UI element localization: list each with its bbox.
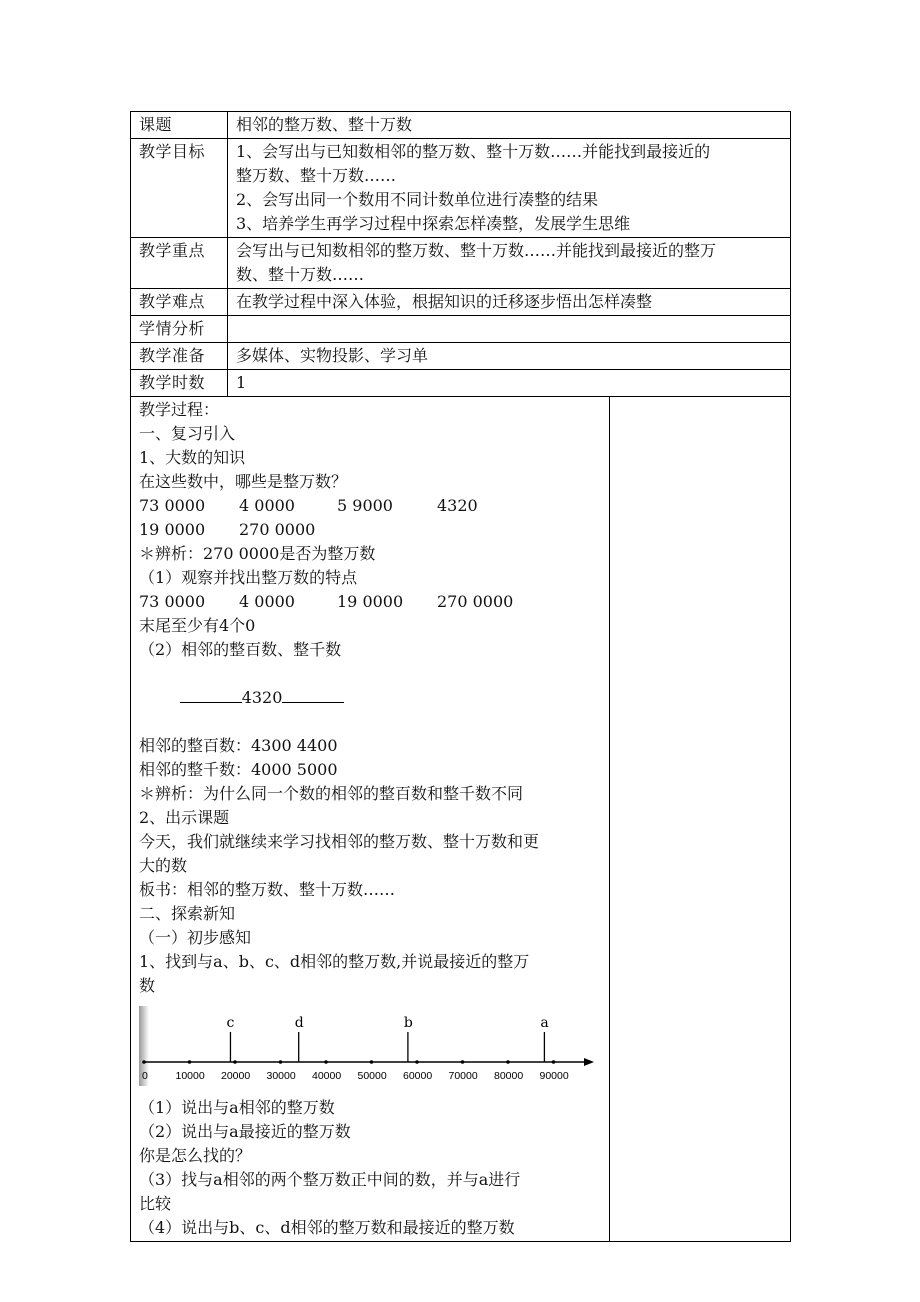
row-value bbox=[228, 238, 791, 289]
number-item: 19 0000 bbox=[139, 520, 206, 539]
analysis-2: ＊辨析：为什么同一个数的相邻的整百数和整千数不同 bbox=[139, 784, 524, 803]
blank-left bbox=[180, 688, 242, 703]
row-label: 教学难点 bbox=[131, 289, 228, 316]
today-line-1: 今天，我们就继续来学习找相邻的整万数、整十万数和更 bbox=[139, 832, 540, 851]
tick-label: 50000 bbox=[357, 1070, 387, 1082]
tick-label: 0 bbox=[142, 1070, 148, 1082]
question-1: （1）说出与a相邻的整万数 bbox=[139, 1098, 335, 1117]
axis-arrow bbox=[584, 1058, 594, 1066]
analysis-1: ＊辨析：270 0000是否为整万数 bbox=[139, 544, 376, 563]
number-line-svg bbox=[139, 1006, 599, 1090]
row-value bbox=[228, 316, 791, 343]
row-value-line: 2、会写出同一个数用不同计数单位进行凑整的结果 bbox=[236, 190, 599, 209]
number-item: 270 0000 bbox=[437, 592, 514, 611]
row-value-line bbox=[236, 317, 783, 341]
row-value bbox=[228, 289, 791, 316]
section-explore-heading: 二、探索新知 bbox=[139, 904, 236, 923]
task-line-1: 1、找到与a、b、c、d相邻的整万数,并说最接近的整万 bbox=[139, 952, 530, 971]
review-question: 在这些数中，哪些是整万数？ bbox=[139, 472, 348, 491]
row-value bbox=[228, 343, 791, 370]
question-3-line-1: （3）找与a相邻的两个整万数正中间的数，并与a进行 bbox=[139, 1170, 521, 1189]
task-line-2: 数 bbox=[139, 976, 156, 995]
info-row bbox=[131, 316, 791, 343]
number-item: 73 0000 bbox=[139, 592, 206, 611]
today-line-2: 大的数 bbox=[139, 856, 188, 875]
point-label: c bbox=[226, 1015, 235, 1031]
tick-label: 20000 bbox=[221, 1070, 251, 1082]
number-item: 4 0000 bbox=[239, 496, 295, 515]
question-2: （2）说出与a最接近的整万数 bbox=[139, 1122, 351, 1141]
tick-label: 40000 bbox=[312, 1070, 342, 1082]
row-value-line: 1、会写出与已知数相邻的整万数、整十万数……并能找到最接近的 bbox=[236, 142, 711, 161]
observe-step: （1）观察并找出整万数的特点 bbox=[139, 568, 358, 587]
tick-dot bbox=[188, 1060, 192, 1064]
tick-label: 30000 bbox=[266, 1070, 296, 1082]
tick-dot bbox=[415, 1060, 419, 1064]
tick-label: 10000 bbox=[175, 1070, 205, 1082]
row-value-line: 相邻的整万数、整十万数 bbox=[236, 115, 413, 134]
tick-dot bbox=[506, 1060, 510, 1064]
thousands-answer: 相邻的整千数：4000 5000 bbox=[139, 760, 338, 779]
review-item-1: 1、大数的知识 bbox=[139, 448, 246, 467]
tick-dot bbox=[279, 1060, 283, 1064]
row-label: 课题 bbox=[131, 112, 228, 139]
row-value-line: 多媒体、实物投影、学习单 bbox=[236, 346, 429, 365]
number-item: 19 0000 bbox=[337, 592, 404, 611]
tick-dot bbox=[142, 1060, 146, 1064]
number-line-figure bbox=[139, 1006, 602, 1090]
point-label: d bbox=[294, 1015, 304, 1031]
number-item: 270 0000 bbox=[239, 520, 316, 539]
notes-column bbox=[610, 397, 791, 1242]
process-row bbox=[131, 397, 791, 1242]
hundreds-answer: 相邻的整百数：4300 4400 bbox=[139, 736, 338, 755]
number-item: 4320 bbox=[437, 496, 478, 515]
point-label: a bbox=[540, 1015, 549, 1031]
question-2b: 你是怎么找的？ bbox=[139, 1146, 252, 1165]
tick-label: 70000 bbox=[448, 1070, 478, 1082]
number-item: 5 9000 bbox=[337, 496, 393, 515]
info-row bbox=[131, 370, 791, 397]
number-row-2 bbox=[139, 518, 602, 542]
board-writing: 板书：相邻的整万数、整十万数…… bbox=[139, 880, 396, 899]
adjacent-step: （2）相邻的整百数、整千数 bbox=[139, 640, 342, 659]
row-value-line: 整万数、整十万数…… bbox=[236, 166, 397, 185]
row-label: 教学时数 bbox=[131, 370, 228, 397]
tick-label: 60000 bbox=[403, 1070, 433, 1082]
info-row bbox=[131, 238, 791, 289]
tick-dot bbox=[324, 1060, 328, 1064]
lesson-plan-table bbox=[130, 111, 791, 1242]
row-value bbox=[228, 370, 791, 397]
section-review-heading: 一、复习引入 bbox=[139, 424, 236, 443]
row-label: 学情分析 bbox=[131, 316, 228, 343]
zeros-rule: 末尾至少有4个0 bbox=[139, 616, 256, 635]
row-value bbox=[228, 139, 791, 238]
row-label: 教学重点 bbox=[131, 238, 228, 289]
blank-right bbox=[282, 688, 344, 703]
tick-dot bbox=[233, 1060, 237, 1064]
row-value-line: 3、培养学生再学习过程中探索怎样凑整，发展学生思维 bbox=[236, 214, 631, 233]
point-label: b bbox=[403, 1015, 413, 1031]
tick-label: 80000 bbox=[494, 1070, 524, 1082]
info-row bbox=[131, 289, 791, 316]
sub-heading-perceive: （一）初步感知 bbox=[139, 928, 252, 947]
tick-dot bbox=[461, 1060, 465, 1064]
number-row-1 bbox=[139, 494, 602, 518]
tick-dot bbox=[552, 1060, 556, 1064]
process-title: 教学过程： bbox=[139, 400, 220, 419]
center-number: 4320 bbox=[241, 688, 283, 707]
row-label: 教学目标 bbox=[131, 139, 228, 238]
row-value bbox=[228, 112, 791, 139]
info-row bbox=[131, 139, 791, 238]
question-3-line-2: 比较 bbox=[139, 1194, 172, 1213]
info-row bbox=[131, 343, 791, 370]
row-value-line: 在教学过程中深入体验，根据知识的迁移逐步悟出怎样凑整 bbox=[236, 292, 653, 311]
number-item: 73 0000 bbox=[139, 496, 206, 515]
info-row bbox=[131, 112, 791, 139]
process-cell bbox=[131, 397, 610, 1242]
review-item-2: 2、出示课题 bbox=[139, 808, 230, 827]
row-value-line: 1 bbox=[236, 373, 247, 392]
number-item: 4 0000 bbox=[239, 592, 295, 611]
question-4: （4）说出与b、c、d相邻的整万数和最接近的整万数 bbox=[139, 1218, 515, 1237]
row-label: 教学准备 bbox=[131, 343, 228, 370]
row-value-line: 数、整十万数…… bbox=[236, 265, 365, 284]
tick-dot bbox=[370, 1060, 374, 1064]
row-value-line: 会写出与已知数相邻的整万数、整十万数……并能找到最接近的整万 bbox=[236, 241, 717, 260]
tick-label: 90000 bbox=[539, 1070, 569, 1082]
number-row-3 bbox=[139, 590, 602, 614]
fill-blank-line bbox=[139, 662, 602, 734]
